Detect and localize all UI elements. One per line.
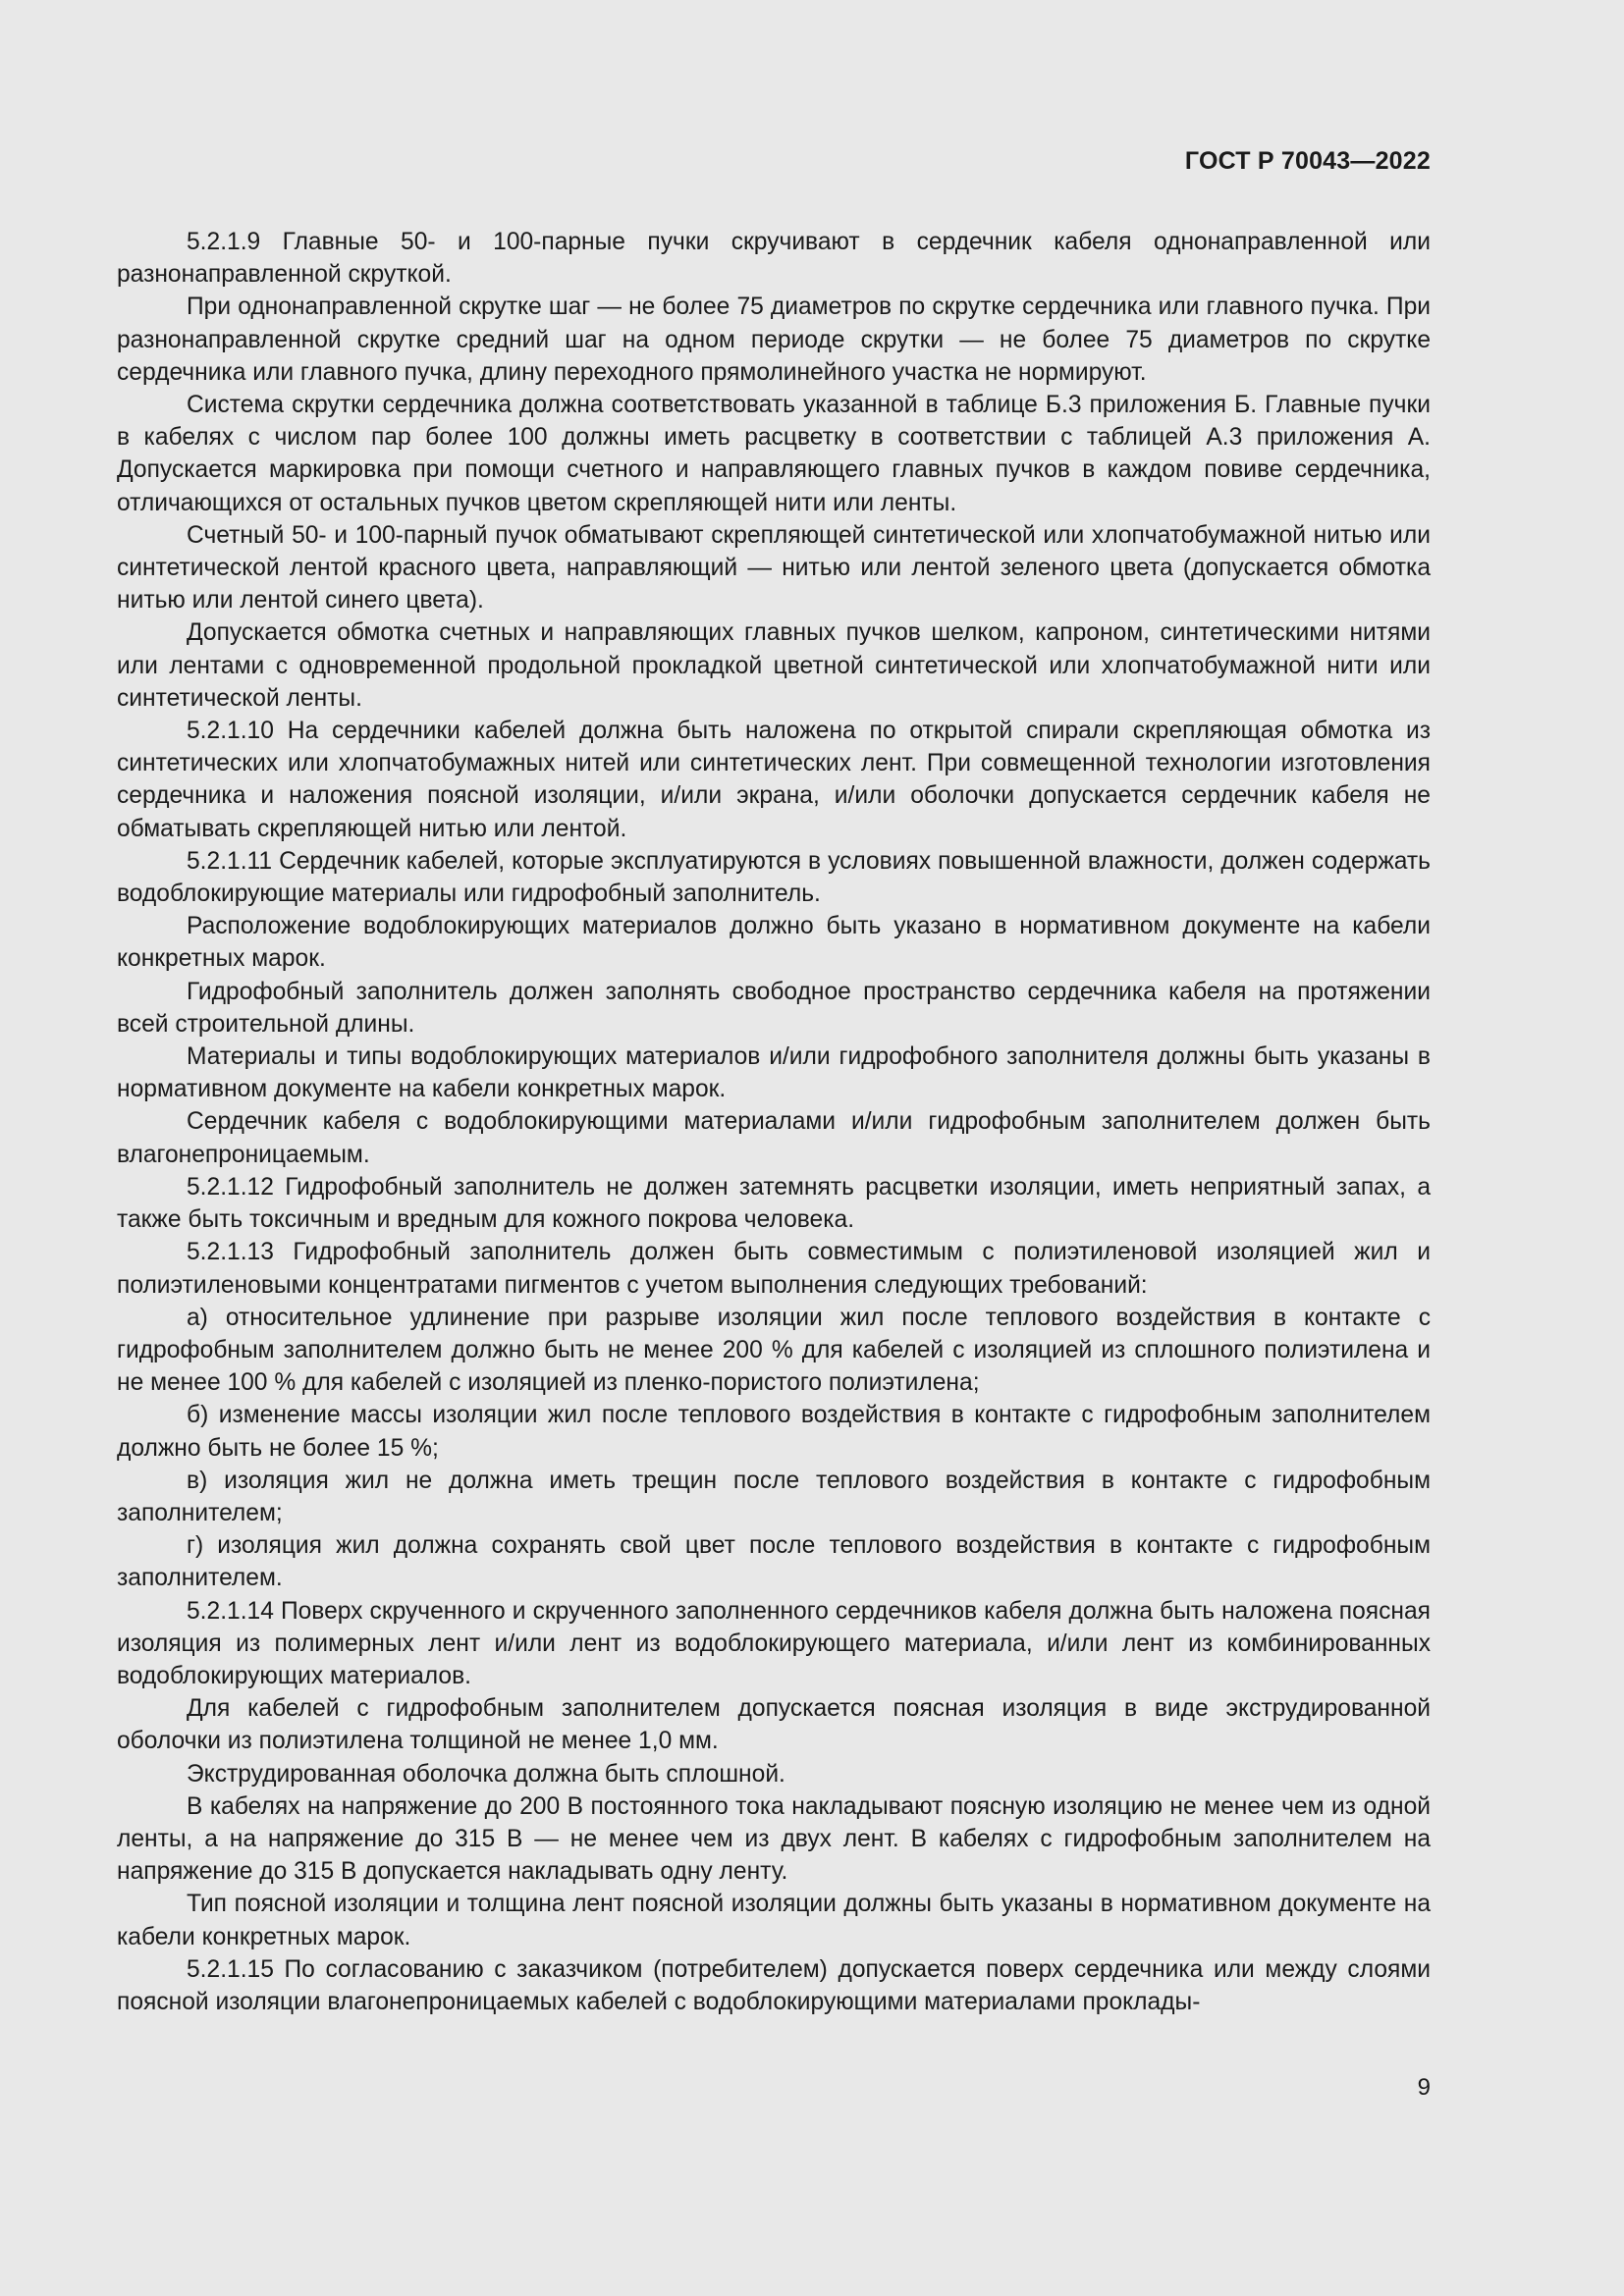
paragraph: В кабелях на напряжение до 200 В постоянного тока накладывают поясную изоляцию не менее чем из одной ленты, а на напряжение до 315 В — не менее чем из двух лент. В кабелях с гидрофобным заполнителем на напряжение до 315 В допускается накладывать одну ленту. (117, 1792, 1431, 1886)
paragraph: Тип поясной изоляции и толщина лент поясной изоляции должны быть указаны в нормативном документе на кабели конкретных марок. (117, 1891, 1431, 1950)
paragraph: Экструдированная оболочка должна быть сплошной. (187, 1760, 785, 1788)
list-item: б) изменение массы изоляции жил после теплового воздействия в контакте с гидрофобным заполнителем должно быть не более 15 %; (117, 1402, 1431, 1462)
paragraph: 5.2.1.9 Главные 50- и 100-парные пучки скручивают в сердечник кабеля однонаправленной или разнонаправленной скруткой. (117, 229, 1431, 289)
paragraph: 5.2.1.11 Сердечник кабелей, которые эксплуатируются в условиях повышенной влажности, должен содержать водоблокирующие материалы или гидрофобный заполнитель. (117, 847, 1431, 908)
list-item: а) относительное удлинение при разрыве изоляции жил после теплового воздействия в контакте с гидрофобным заполнителем должно быть не менее 200 % для кабелей с изоляцией из сплошного полиэтилена и не менее 100 % для кабелей с изоляцией из пленко-пористого полиэтилена; (117, 1304, 1431, 1397)
paragraph: Счетный 50- и 100-парный пучок обматывают скрепляющей синтетической или хлопчатобумажной нитью или синтетической лентой красного цвета, направляющий — нитью или лентой зеленого цвета (допускается обмотка нитью или лентой синего цвета). (117, 521, 1431, 614)
paragraph: При однонаправленной скрутке шаг — не более 75 диаметров по скрутке сердечника или главного пучка. При разнонаправленной скрутке средний шаг на одном периоде скрутки — не более 75 диаметров по скрутке сердечника или главного пучка, длину переходного прямолинейного участка не нормируют. (117, 294, 1431, 386)
paragraph: Материалы и типы водоблокирующих материалов и/или гидрофобного заполнителя должны быть указаны в нормативном документе на кабели конкретных марок. (117, 1043, 1431, 1103)
paragraph: 5.2.1.14 Поверх скрученного и скрученного заполненного сердечников кабеля должна быть наложена поясная изоляция из полимерных лент и/или лент из водоблокирующего материала, и/или лент из комбинированных водоблокирующих материалов. (117, 1597, 1431, 1689)
paragraph: 5.2.1.15 По согласованию с заказчиком (потребителем) допускается поверх сердечника или между слоями поясной изоляции влагонепроницаемых кабелей с водоблокирующими материалами проклады- (117, 1955, 1431, 2015)
paragraph: 5.2.1.13 Гидрофобный заполнитель должен быть совместимым с полиэтиленовой изоляцией жил и полиэтиленовыми концентратами пигментов с учетом выполнения следующих требований: (117, 1239, 1431, 1299)
document-body (117, 226, 1431, 2018)
list-item: в) изоляция жил не должна иметь трещин после теплового воздействия в контакте с гидрофобным заполнителем; (117, 1467, 1431, 1526)
paragraph: Гидрофобный заполнитель должен заполнять свободное пространство сердечника кабеля на протяжении всей строительной длины. (117, 978, 1431, 1038)
paragraph: Допускается обмотка счетных и направляющих главных пучков шелком, капроном, синтетическими нитями или лентами с одновременной продольной прокладкой цветной синтетической или хлопчатобумажной нити или синтетической ленты. (117, 619, 1431, 712)
paragraph: 5.2.1.12 Гидрофобный заполнитель не должен затемнять расцветки изоляции, иметь неприятный запах, а также быть токсичным и вредным для кожного покрова человека. (117, 1173, 1431, 1234)
paragraph: Для кабелей с гидрофобным заполнителем допускается поясная изоляция в виде экструдированной оболочки из полиэтилена толщиной не менее 1,0 мм. (117, 1695, 1431, 1755)
paragraph: 5.2.1.10 На сердечники кабелей должна быть наложена по открытой спирали скрепляющая обмотка из синтетических или хлопчатобумажных нитей или синтетических лент. При совмещенной технологии изготовления сердечника и наложения поясной изоляции, и/или экрана, и/или оболочки допускается сердечник кабеля не обматывать скрепляющей нитью или лентой. (117, 718, 1431, 842)
standard-code-header: ГОСТ Р 70043—2022 (1184, 147, 1431, 175)
paragraph: Сердечник кабеля с водоблокирующими материалами и/или гидрофобным заполнителем должен быть влагонепроницаемым. (117, 1108, 1431, 1168)
list-item: г) изоляция жил должна сохранять свой цвет после теплового воздействия в контакте с гидрофобным заполнителем. (117, 1532, 1431, 1592)
paragraph: Система скрутки сердечника должна соответствовать указанной в таблице Б.3 приложения Б. Главные пучки в кабелях с числом пар более 100 должны иметь расцветку в соответствии с таблицей А.3 приложения А. Допускается маркировка при помощи счетного и направляющего главных пучков в каждом повиве сердечника, отличающихся от остальных пучков цветом скрепляющей нити или ленты. (117, 392, 1431, 516)
paragraph: Расположение водоблокирующих материалов должно быть указано в нормативном документе на кабели конкретных марок. (117, 913, 1431, 973)
page-number: 9 (1417, 2074, 1431, 2101)
